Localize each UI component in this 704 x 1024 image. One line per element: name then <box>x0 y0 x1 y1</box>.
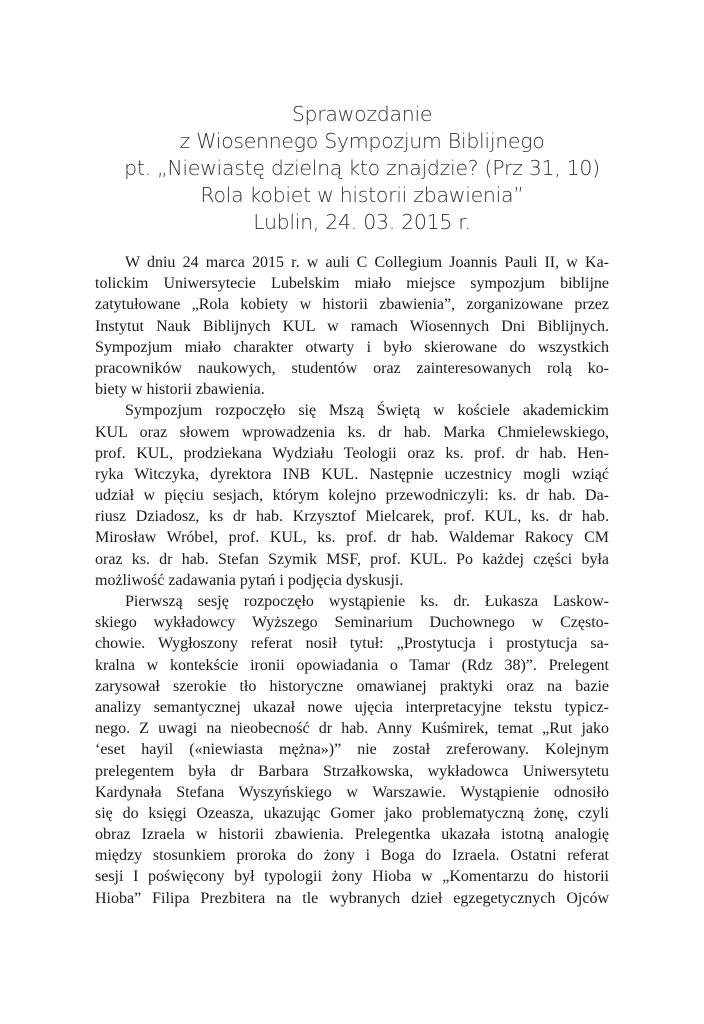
paragraph-3-line: nego. Z uwagi na nieobecność dr hab. Anny Kuśmirek, temat „Rut jako <box>95 720 609 738</box>
report-title <box>118 101 606 236</box>
paragraph-1-line: Instytut Nauk Biblijnych KUL w ramach Wiosennych Dni Biblijnych. <box>95 317 609 335</box>
paragraph-3-line: ‘eset hayil («niewiasta mężna»)” nie został zreferowany. Kolejnym <box>95 741 609 759</box>
paragraph-2-line: riusz Dziadosz, ks dr hab. Krzysztof Mielcarek, prof. KUL, ks. dr hab. <box>95 508 609 526</box>
title-line: pt. „Niewiastę dzielną kto znajdzie? (Prz 31, 10) <box>124 156 600 180</box>
paragraph-1-line: pracowników naukowych, studentów oraz zainteresowanych rolą ko- <box>95 359 609 377</box>
paragraph-3-line: prelegentem była dr Barbara Strzałkowska, wykładowca Uniwersytetu <box>95 762 609 780</box>
paragraph-3-line: obraz Izraela w historii zbawienia. Prelegentka ukazała istotną analogię <box>95 826 609 844</box>
paragraph-3-line: zarysował szerokie tło historyczne omawianej praktyki oraz na bazie <box>95 677 609 695</box>
title-line: Lublin, 24. 03. 2015 r. <box>253 210 471 234</box>
paragraph-2-line: możliwość zadawania pytań i podjęcia dyskusji. <box>95 571 404 589</box>
paragraph-1-line: biety w historii zbawienia. <box>95 381 265 399</box>
paragraph-3-line: się do księgi Ozeasza, ukazując Gomer jako problematyczną żonę, czyli <box>95 804 609 822</box>
title-line: Rola kobiet w historii zbawienia” <box>200 183 524 207</box>
title-line: Sprawozdanie <box>291 102 433 126</box>
paragraph-1-line: tolickim Uniwersytecie Lubelskim miało miejsce sympozjum biblijne <box>95 275 609 293</box>
report-body <box>95 252 609 909</box>
paragraph-3-line: kralna w kontekście ironii opowiadania o Tamar (Rdz 38)”. Prelegent <box>95 656 609 674</box>
paragraph-3-line: skiego wykładowcy Wyższego Seminarium Duchownego w Często- <box>95 614 609 632</box>
paragraph-1-line: zatytułowane „Rola kobiety w historii zbawienia”, zorganizowane przez <box>95 296 609 314</box>
paragraph-2-line: udział w pięciu sesjach, którym kolejno przewodniczyli: ks. dr hab. Da- <box>95 487 609 505</box>
paragraph-3-line: Hioba” Filipa Prezbitera na tle wybranych dzieł egzegetycznych Ojców <box>95 889 609 907</box>
paragraph-1-line: W dniu 24 marca 2015 r. w auli C Collegium Joannis Pauli II, w Ka- <box>125 254 609 271</box>
title-line: z Wiosennego Sympozjum Biblijnego <box>179 129 545 153</box>
paragraph-2-line: prof. KUL, prodziekana Wydziału Teologii oraz ks. prof. dr hab. Hen- <box>95 444 609 462</box>
paragraph-2-line: ryka Witczyka, dyrektora INB KUL. Następnie uczestnicy mogli wziąć <box>95 465 609 483</box>
paragraph-2-line: KUL oraz słowem wprowadzenia ks. dr hab. Marka Chmielewskiego, <box>95 423 609 441</box>
paragraph-3-line: analizy semantycznej ukazał nowe ujęcia interpretacyjne tekstu typicz- <box>95 698 609 716</box>
paragraph-3-line: Kardynała Stefana Wyszyńskiego w Warszawie. Wystąpienie odnosiło <box>95 783 609 801</box>
paragraph-2-line: Mirosław Wróbel, prof. KUL, ks. prof. dr hab. Waldemar Rakocy CM <box>95 529 609 547</box>
paragraph-3-line: Pierwszą sesję rozpoczęło wystąpienie ks. dr. Łukasza Laskow- <box>125 593 609 610</box>
paragraph-2-line: oraz ks. dr hab. Stefan Szymik MSF, prof. KUL. Po każdej części była <box>95 550 609 568</box>
paragraph-3-line: między stosunkiem proroka do żony i Boga do Izraela. Ostatni referat <box>95 847 609 865</box>
paragraph-3-line: sesji I poświęcony był typologii żony Hioba w „Komentarzu do historii <box>95 868 609 886</box>
paragraph-1-line: Sympozjum miało charakter otwarty i było skierowane do wszystkich <box>95 338 609 356</box>
paragraph-3-line: chowie. Wygłoszony referat nosił tytuł: „Prostytucja i prostytucja sa- <box>95 635 609 653</box>
paragraph-2-line: Sympozjum rozpoczęło się Mszą Świętą w kościele akademickim <box>125 402 609 420</box>
